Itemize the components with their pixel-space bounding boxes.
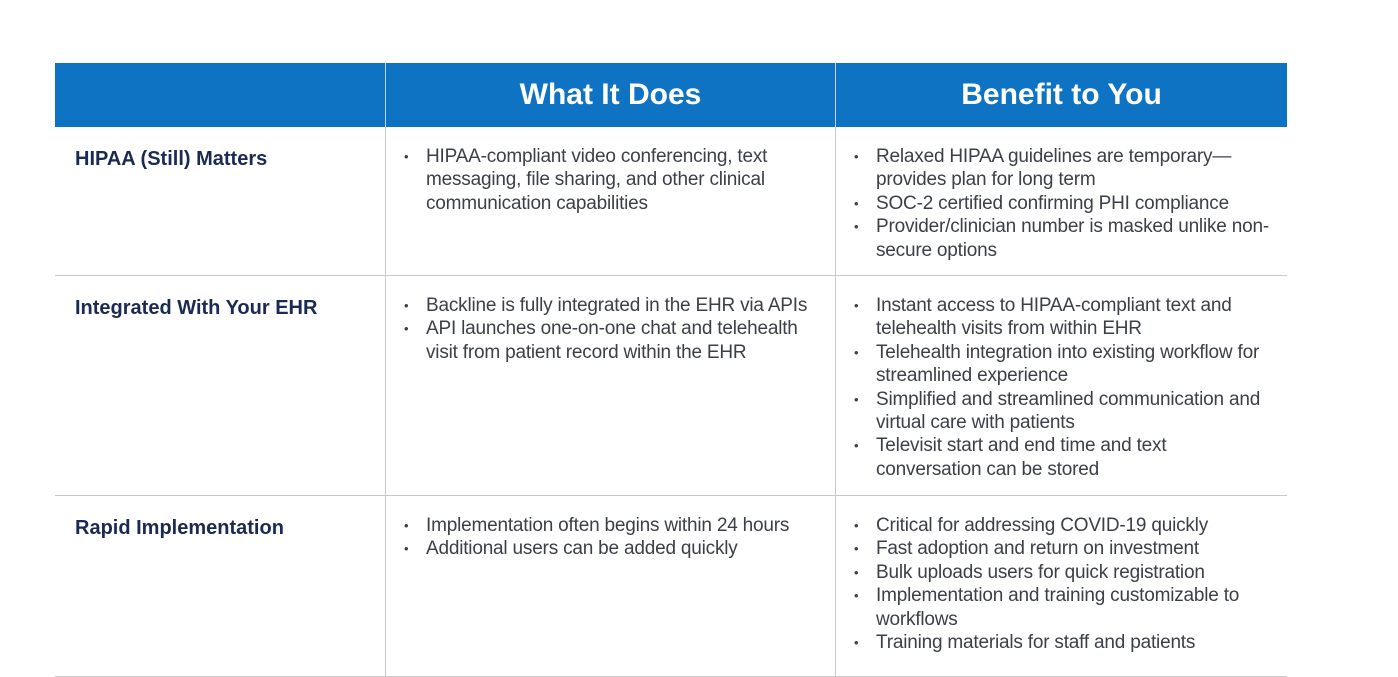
list-item: • API launches one-on-one chat and telehealth visit from patient record within the EHR	[404, 317, 823, 364]
list-item: • Provider/clinician number is masked unlike non-secure options	[854, 215, 1275, 262]
row-title: Rapid Implementation	[75, 517, 284, 539]
list-item: • Implementation often begins within 24 hours	[404, 514, 823, 537]
what-it-does-cell	[385, 276, 835, 495]
row-title: Integrated With Your EHR	[75, 297, 318, 319]
header-empty-cell	[55, 63, 385, 127]
list-item: • Fast adoption and return on investment	[854, 537, 1275, 560]
table-row	[55, 127, 1287, 276]
list-item: • Instant access to HIPAA-compliant text and telehealth visits from within EHR	[854, 294, 1275, 341]
benefit-cell	[835, 127, 1287, 275]
row-title: HIPAA (Still) Matters	[75, 148, 268, 170]
list-item: • Simplified and streamlined communication and virtual care with patients	[854, 388, 1275, 435]
what-it-does-cell	[385, 127, 835, 275]
list-item: • Implementation and training customizable to workflows	[854, 584, 1275, 631]
list-item: • Relaxed HIPAA guidelines are temporary— provides plan for long term	[854, 145, 1275, 192]
list-item: • HIPAA-compliant video conferencing, text messaging, file sharing, and other clinical communication capabilities	[404, 145, 823, 215]
what-it-does-cell	[385, 496, 835, 676]
list-item: • Backline is fully integrated in the EHR via APIs	[404, 294, 823, 317]
benefit-cell	[835, 276, 1287, 495]
list-item: • Telehealth integration into existing workflow for streamlined experience	[854, 341, 1275, 388]
list-item: • SOC-2 certified confirming PHI compliance	[854, 192, 1275, 215]
table-row	[55, 276, 1287, 496]
header-benefit-to-you: Benefit to You	[835, 63, 1287, 127]
table-header	[55, 63, 1287, 127]
table-row	[55, 496, 1287, 677]
list-item: • Critical for addressing COVID-19 quickly	[854, 514, 1275, 537]
list-item: • Additional users can be added quickly	[404, 537, 823, 560]
list-item: • Bulk uploads users for quick registration	[854, 561, 1275, 584]
list-item: • Televisit start and end time and text conversation can be stored	[854, 434, 1275, 481]
list-item: • Training materials for staff and patients	[854, 631, 1275, 654]
comparison-table	[55, 63, 1287, 677]
benefit-cell	[835, 496, 1287, 676]
header-what-it-does: What It Does	[385, 63, 835, 127]
